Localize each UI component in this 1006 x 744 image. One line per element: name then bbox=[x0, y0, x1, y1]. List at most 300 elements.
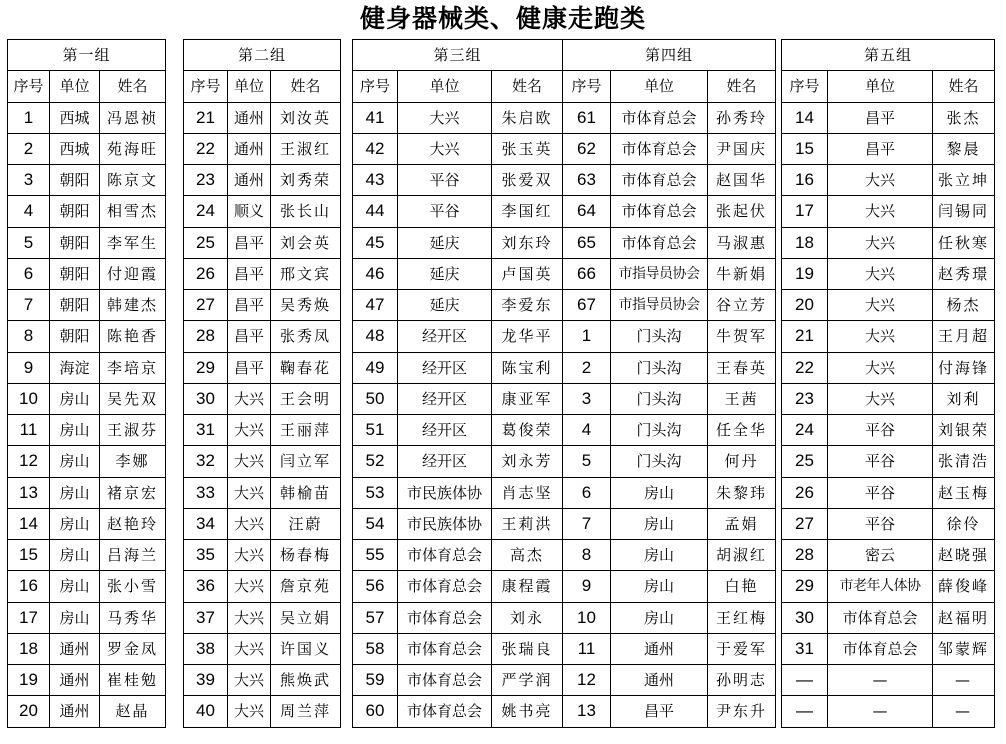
serial-cell: 15 bbox=[8, 540, 50, 571]
name-cell: 赵国华 bbox=[708, 165, 776, 196]
group-title: 第二组 bbox=[184, 40, 341, 71]
table-row bbox=[563, 508, 776, 539]
unit-cell: 大兴 bbox=[228, 477, 271, 508]
serial-cell: 45 bbox=[353, 227, 398, 258]
name-cell: 卢国英 bbox=[492, 258, 563, 289]
serial-cell: 9 bbox=[563, 571, 611, 602]
unit-cell: 朝阳 bbox=[50, 165, 100, 196]
unit-cell: 大兴 bbox=[228, 696, 271, 727]
unit-cell: 昌平 bbox=[228, 321, 271, 352]
name-cell: 罗金凤 bbox=[100, 633, 166, 664]
unit-cell: 朝阳 bbox=[50, 258, 100, 289]
serial-cell: 9 bbox=[8, 352, 50, 383]
name-cell: 龙华平 bbox=[492, 321, 563, 352]
name-cell: 朱黎玮 bbox=[708, 477, 776, 508]
name-cell: 胡淑红 bbox=[708, 540, 776, 571]
unit-cell: 朝阳 bbox=[50, 321, 100, 352]
name-cell: 韩榆苗 bbox=[271, 477, 341, 508]
group-table-4 bbox=[562, 39, 776, 728]
name-cell: 刘会英 bbox=[271, 227, 341, 258]
name-cell: — bbox=[933, 665, 995, 696]
column-header: 单位 bbox=[611, 71, 708, 102]
name-cell: 姚书亮 bbox=[492, 696, 563, 727]
name-cell: 褚京宏 bbox=[100, 477, 166, 508]
table-row bbox=[563, 477, 776, 508]
unit-cell: 房山 bbox=[50, 571, 100, 602]
name-cell: 李国红 bbox=[492, 196, 563, 227]
table-row bbox=[184, 352, 341, 383]
serial-cell: 40 bbox=[184, 696, 228, 727]
column-header: 序号 bbox=[353, 71, 398, 102]
unit-cell: 市体育总会 bbox=[398, 696, 492, 727]
unit-cell: 通州 bbox=[611, 633, 708, 664]
table-row bbox=[184, 508, 341, 539]
table-row bbox=[782, 133, 995, 164]
name-cell: 韩建杰 bbox=[100, 290, 166, 321]
table-row bbox=[563, 321, 776, 352]
name-cell: 严学润 bbox=[492, 665, 563, 696]
name-cell: 何丹 bbox=[708, 446, 776, 477]
name-cell: 赵晓强 bbox=[933, 540, 995, 571]
name-cell: 詹京苑 bbox=[271, 571, 341, 602]
name-cell: 王丽萍 bbox=[271, 415, 341, 446]
serial-cell: 6 bbox=[8, 258, 50, 289]
unit-cell: 西城 bbox=[50, 133, 100, 164]
unit-cell: 市体育总会 bbox=[611, 102, 708, 133]
serial-cell: 3 bbox=[8, 165, 50, 196]
table-row bbox=[782, 665, 995, 696]
name-cell: 杨杰 bbox=[933, 290, 995, 321]
unit-cell: 经开区 bbox=[398, 383, 492, 414]
unit-cell: 通州 bbox=[50, 633, 100, 664]
serial-cell: 53 bbox=[353, 477, 398, 508]
name-cell: 刘永 bbox=[492, 602, 563, 633]
serial-cell: 27 bbox=[184, 290, 228, 321]
name-cell: 陈京文 bbox=[100, 165, 166, 196]
table-row bbox=[782, 477, 995, 508]
group-title: 第三组 bbox=[353, 40, 563, 71]
serial-cell: 25 bbox=[184, 227, 228, 258]
table-row bbox=[782, 633, 995, 664]
unit-cell: 大兴 bbox=[228, 446, 271, 477]
unit-cell: 市体育总会 bbox=[398, 633, 492, 664]
table-row bbox=[353, 258, 563, 289]
name-cell: 付海锋 bbox=[933, 352, 995, 383]
unit-cell: 大兴 bbox=[228, 383, 271, 414]
name-cell: 孙秀玲 bbox=[708, 102, 776, 133]
table-row bbox=[8, 133, 166, 164]
serial-cell: 13 bbox=[8, 477, 50, 508]
table-row bbox=[563, 571, 776, 602]
serial-cell: 29 bbox=[782, 571, 828, 602]
unit-cell: 大兴 bbox=[228, 602, 271, 633]
column-header: 单位 bbox=[398, 71, 492, 102]
table-row bbox=[353, 540, 563, 571]
table-row bbox=[563, 602, 776, 633]
unit-cell: 房山 bbox=[50, 602, 100, 633]
serial-cell: 24 bbox=[782, 415, 828, 446]
serial-cell: 17 bbox=[782, 196, 828, 227]
name-cell: 白艳 bbox=[708, 571, 776, 602]
serial-cell: 5 bbox=[8, 227, 50, 258]
serial-cell: 3 bbox=[563, 383, 611, 414]
unit-cell: 昌平 bbox=[828, 102, 933, 133]
serial-cell: 10 bbox=[8, 383, 50, 414]
table-row bbox=[782, 102, 995, 133]
unit-cell: 通州 bbox=[228, 165, 271, 196]
unit-cell: 房山 bbox=[50, 415, 100, 446]
column-header: 序号 bbox=[782, 71, 828, 102]
unit-cell: 市体育总会 bbox=[611, 196, 708, 227]
serial-cell: 36 bbox=[184, 571, 228, 602]
serial-cell: 33 bbox=[184, 477, 228, 508]
name-cell: 刘利 bbox=[933, 383, 995, 414]
name-cell: 王红梅 bbox=[708, 602, 776, 633]
name-cell: 黎晨 bbox=[933, 133, 995, 164]
table-row bbox=[782, 383, 995, 414]
serial-cell: 2 bbox=[563, 352, 611, 383]
unit-cell: 市体育总会 bbox=[611, 165, 708, 196]
serial-cell: 10 bbox=[563, 602, 611, 633]
table-row bbox=[563, 540, 776, 571]
name-cell: 孟娟 bbox=[708, 508, 776, 539]
name-cell: 牛贺军 bbox=[708, 321, 776, 352]
name-cell: 谷立芳 bbox=[708, 290, 776, 321]
unit-cell: 市民族体协 bbox=[398, 508, 492, 539]
name-cell: 康亚军 bbox=[492, 383, 563, 414]
unit-cell: 通州 bbox=[228, 102, 271, 133]
serial-cell: 29 bbox=[184, 352, 228, 383]
unit-cell: 延庆 bbox=[398, 227, 492, 258]
unit-cell: 朝阳 bbox=[50, 290, 100, 321]
name-cell: 刘永芳 bbox=[492, 446, 563, 477]
unit-cell: 大兴 bbox=[398, 133, 492, 164]
unit-cell: 大兴 bbox=[228, 415, 271, 446]
unit-cell: 房山 bbox=[611, 508, 708, 539]
table-row bbox=[184, 227, 341, 258]
table-row bbox=[184, 165, 341, 196]
serial-cell: 57 bbox=[353, 602, 398, 633]
serial-cell: 61 bbox=[563, 102, 611, 133]
serial-cell: 16 bbox=[8, 571, 50, 602]
name-cell: 尹东升 bbox=[708, 696, 776, 727]
name-cell: 王茜 bbox=[708, 383, 776, 414]
serial-cell: 1 bbox=[563, 321, 611, 352]
table-row bbox=[8, 477, 166, 508]
group-table-5 bbox=[781, 39, 995, 728]
name-cell: 赵秀璟 bbox=[933, 258, 995, 289]
name-cell: 吴先双 bbox=[100, 383, 166, 414]
unit-cell: 门头沟 bbox=[611, 321, 708, 352]
unit-cell: 经开区 bbox=[398, 415, 492, 446]
table-row bbox=[353, 602, 563, 633]
column-header: 姓名 bbox=[271, 71, 341, 102]
serial-cell: 14 bbox=[8, 508, 50, 539]
group-table-2 bbox=[183, 39, 341, 728]
unit-cell: 大兴 bbox=[228, 665, 271, 696]
serial-cell: 2 bbox=[8, 133, 50, 164]
serial-cell: 26 bbox=[782, 477, 828, 508]
serial-cell: 14 bbox=[782, 102, 828, 133]
column-header: 姓名 bbox=[708, 71, 776, 102]
serial-cell: 30 bbox=[184, 383, 228, 414]
table-row bbox=[782, 227, 995, 258]
table-row bbox=[353, 290, 563, 321]
unit-cell: 平谷 bbox=[398, 165, 492, 196]
table-row bbox=[782, 446, 995, 477]
name-cell: 刘东玲 bbox=[492, 227, 563, 258]
table-row bbox=[782, 508, 995, 539]
name-cell: 吕海兰 bbox=[100, 540, 166, 571]
serial-cell: 56 bbox=[353, 571, 398, 602]
serial-cell: 38 bbox=[184, 633, 228, 664]
table-row bbox=[184, 633, 341, 664]
serial-cell: 8 bbox=[8, 321, 50, 352]
unit-cell: 平谷 bbox=[828, 508, 933, 539]
name-cell: 付迎霞 bbox=[100, 258, 166, 289]
table-row bbox=[353, 477, 563, 508]
serial-cell: 64 bbox=[563, 196, 611, 227]
name-cell: 张起伏 bbox=[708, 196, 776, 227]
table-row bbox=[563, 383, 776, 414]
table-row bbox=[8, 383, 166, 414]
unit-cell: 昌平 bbox=[828, 133, 933, 164]
name-cell: 任全华 bbox=[708, 415, 776, 446]
table-row bbox=[8, 102, 166, 133]
unit-cell: 昌平 bbox=[228, 227, 271, 258]
serial-cell: 27 bbox=[782, 508, 828, 539]
serial-cell: 34 bbox=[184, 508, 228, 539]
column-header: 序号 bbox=[184, 71, 228, 102]
table-row bbox=[353, 102, 563, 133]
name-cell: 陈艳香 bbox=[100, 321, 166, 352]
serial-cell: 47 bbox=[353, 290, 398, 321]
table-row bbox=[782, 540, 995, 571]
name-cell: 张长山 bbox=[271, 196, 341, 227]
table-row bbox=[184, 665, 341, 696]
column-header: 单位 bbox=[50, 71, 100, 102]
serial-cell: 39 bbox=[184, 665, 228, 696]
column-header: 序号 bbox=[8, 71, 50, 102]
serial-cell: 4 bbox=[563, 415, 611, 446]
serial-cell: 19 bbox=[782, 258, 828, 289]
serial-cell: 20 bbox=[8, 696, 50, 727]
name-cell: 张杰 bbox=[933, 102, 995, 133]
table-row bbox=[563, 290, 776, 321]
serial-cell: 35 bbox=[184, 540, 228, 571]
name-cell: 康程霞 bbox=[492, 571, 563, 602]
table-row bbox=[563, 196, 776, 227]
name-cell: 张瑞良 bbox=[492, 633, 563, 664]
table-row bbox=[8, 321, 166, 352]
name-cell: 张爱双 bbox=[492, 165, 563, 196]
name-cell: 李娜 bbox=[100, 446, 166, 477]
serial-cell: 60 bbox=[353, 696, 398, 727]
name-cell: 肖志坚 bbox=[492, 477, 563, 508]
serial-cell: 46 bbox=[353, 258, 398, 289]
name-cell: 尹国庆 bbox=[708, 133, 776, 164]
serial-cell: 13 bbox=[563, 696, 611, 727]
table-row bbox=[782, 352, 995, 383]
unit-cell: 密云 bbox=[828, 540, 933, 571]
table-row bbox=[563, 352, 776, 383]
serial-cell: 12 bbox=[8, 446, 50, 477]
table-row bbox=[353, 696, 563, 727]
unit-cell: 经开区 bbox=[398, 352, 492, 383]
unit-cell: 市指导员协会 bbox=[611, 258, 708, 289]
unit-cell: 房山 bbox=[611, 477, 708, 508]
serial-cell: — bbox=[782, 696, 828, 727]
unit-cell: 房山 bbox=[50, 508, 100, 539]
serial-cell: 48 bbox=[353, 321, 398, 352]
unit-cell: 大兴 bbox=[228, 571, 271, 602]
name-cell: 杨春梅 bbox=[271, 540, 341, 571]
unit-cell: 昌平 bbox=[228, 290, 271, 321]
group-table-3 bbox=[352, 39, 563, 728]
serial-cell: 30 bbox=[782, 602, 828, 633]
table-row bbox=[184, 290, 341, 321]
serial-cell: 11 bbox=[8, 415, 50, 446]
unit-cell: 市指导员协会 bbox=[611, 290, 708, 321]
table-row bbox=[563, 227, 776, 258]
unit-cell: 平谷 bbox=[398, 196, 492, 227]
serial-cell: 19 bbox=[8, 665, 50, 696]
table-row bbox=[782, 321, 995, 352]
unit-cell: 通州 bbox=[611, 665, 708, 696]
name-cell: 赵艳玲 bbox=[100, 508, 166, 539]
serial-cell: 52 bbox=[353, 446, 398, 477]
table-row bbox=[184, 571, 341, 602]
table-row bbox=[782, 696, 995, 727]
name-cell: 李培京 bbox=[100, 352, 166, 383]
table-row bbox=[782, 196, 995, 227]
name-cell: 王月超 bbox=[933, 321, 995, 352]
table-row bbox=[353, 165, 563, 196]
name-cell: 张小雪 bbox=[100, 571, 166, 602]
table-row bbox=[353, 133, 563, 164]
name-cell: 李爱东 bbox=[492, 290, 563, 321]
serial-cell: 49 bbox=[353, 352, 398, 383]
unit-cell: 延庆 bbox=[398, 258, 492, 289]
table-row bbox=[353, 383, 563, 414]
table-row bbox=[353, 227, 563, 258]
serial-cell: 5 bbox=[563, 446, 611, 477]
name-cell: 王淑芬 bbox=[100, 415, 166, 446]
table-row bbox=[8, 633, 166, 664]
unit-cell: 大兴 bbox=[828, 196, 933, 227]
table-row bbox=[353, 633, 563, 664]
table-row bbox=[8, 227, 166, 258]
name-cell: 邹蒙辉 bbox=[933, 633, 995, 664]
name-cell: 闫立军 bbox=[271, 446, 341, 477]
name-cell: 鞠春花 bbox=[271, 352, 341, 383]
serial-cell: 12 bbox=[563, 665, 611, 696]
serial-cell: 7 bbox=[563, 508, 611, 539]
unit-cell: 市体育总会 bbox=[611, 133, 708, 164]
serial-cell: 32 bbox=[184, 446, 228, 477]
serial-cell: 50 bbox=[353, 383, 398, 414]
unit-cell: 大兴 bbox=[828, 227, 933, 258]
group-title: 第五组 bbox=[782, 40, 995, 71]
column-header: 姓名 bbox=[933, 71, 995, 102]
unit-cell: 朝阳 bbox=[50, 196, 100, 227]
serial-cell: 58 bbox=[353, 633, 398, 664]
name-cell: 马秀华 bbox=[100, 602, 166, 633]
unit-cell: 房山 bbox=[611, 540, 708, 571]
group-title: 第一组 bbox=[8, 40, 166, 71]
serial-cell: 67 bbox=[563, 290, 611, 321]
table-row bbox=[8, 446, 166, 477]
table-row bbox=[563, 258, 776, 289]
serial-cell: 23 bbox=[782, 383, 828, 414]
serial-cell: 23 bbox=[184, 165, 228, 196]
name-cell: 王会明 bbox=[271, 383, 341, 414]
unit-cell: 大兴 bbox=[828, 352, 933, 383]
serial-cell: 63 bbox=[563, 165, 611, 196]
serial-cell: 65 bbox=[563, 227, 611, 258]
name-cell: 葛俊荣 bbox=[492, 415, 563, 446]
unit-cell: 昌平 bbox=[228, 258, 271, 289]
table-row bbox=[184, 696, 341, 727]
column-header: 单位 bbox=[828, 71, 933, 102]
table-row bbox=[353, 508, 563, 539]
table-row bbox=[184, 258, 341, 289]
table-row bbox=[8, 165, 166, 196]
name-cell: — bbox=[933, 696, 995, 727]
serial-cell: 11 bbox=[563, 633, 611, 664]
unit-cell: 平谷 bbox=[828, 446, 933, 477]
unit-cell: 大兴 bbox=[828, 165, 933, 196]
name-cell: 王淑红 bbox=[271, 133, 341, 164]
name-cell: 李军生 bbox=[100, 227, 166, 258]
table-row bbox=[782, 165, 995, 196]
table-row bbox=[563, 165, 776, 196]
unit-cell: 市体育总会 bbox=[398, 571, 492, 602]
serial-cell: 26 bbox=[184, 258, 228, 289]
table-row bbox=[8, 696, 166, 727]
unit-cell: 房山 bbox=[50, 540, 100, 571]
table-row bbox=[184, 102, 341, 133]
name-cell: 赵玉梅 bbox=[933, 477, 995, 508]
name-cell: 熊焕武 bbox=[271, 665, 341, 696]
serial-cell: 25 bbox=[782, 446, 828, 477]
unit-cell: 市体育总会 bbox=[398, 665, 492, 696]
serial-cell: 7 bbox=[8, 290, 50, 321]
unit-cell: 市体育总会 bbox=[398, 602, 492, 633]
table-row bbox=[563, 696, 776, 727]
unit-cell: — bbox=[828, 665, 933, 696]
serial-cell: 59 bbox=[353, 665, 398, 696]
unit-cell: 大兴 bbox=[228, 508, 271, 539]
table-row bbox=[353, 352, 563, 383]
name-cell: 高杰 bbox=[492, 540, 563, 571]
name-cell: 孙明志 bbox=[708, 665, 776, 696]
unit-cell: 海淀 bbox=[50, 352, 100, 383]
name-cell: 牛新娟 bbox=[708, 258, 776, 289]
table-row bbox=[8, 415, 166, 446]
table-row bbox=[184, 133, 341, 164]
serial-cell: 18 bbox=[782, 227, 828, 258]
column-header: 单位 bbox=[228, 71, 271, 102]
unit-cell: 市体育总会 bbox=[611, 227, 708, 258]
name-cell: 朱启欧 bbox=[492, 102, 563, 133]
unit-cell: 门头沟 bbox=[611, 415, 708, 446]
column-header: 序号 bbox=[563, 71, 611, 102]
serial-cell: 55 bbox=[353, 540, 398, 571]
serial-cell: 43 bbox=[353, 165, 398, 196]
name-cell: 马淑惠 bbox=[708, 227, 776, 258]
table-row bbox=[782, 571, 995, 602]
